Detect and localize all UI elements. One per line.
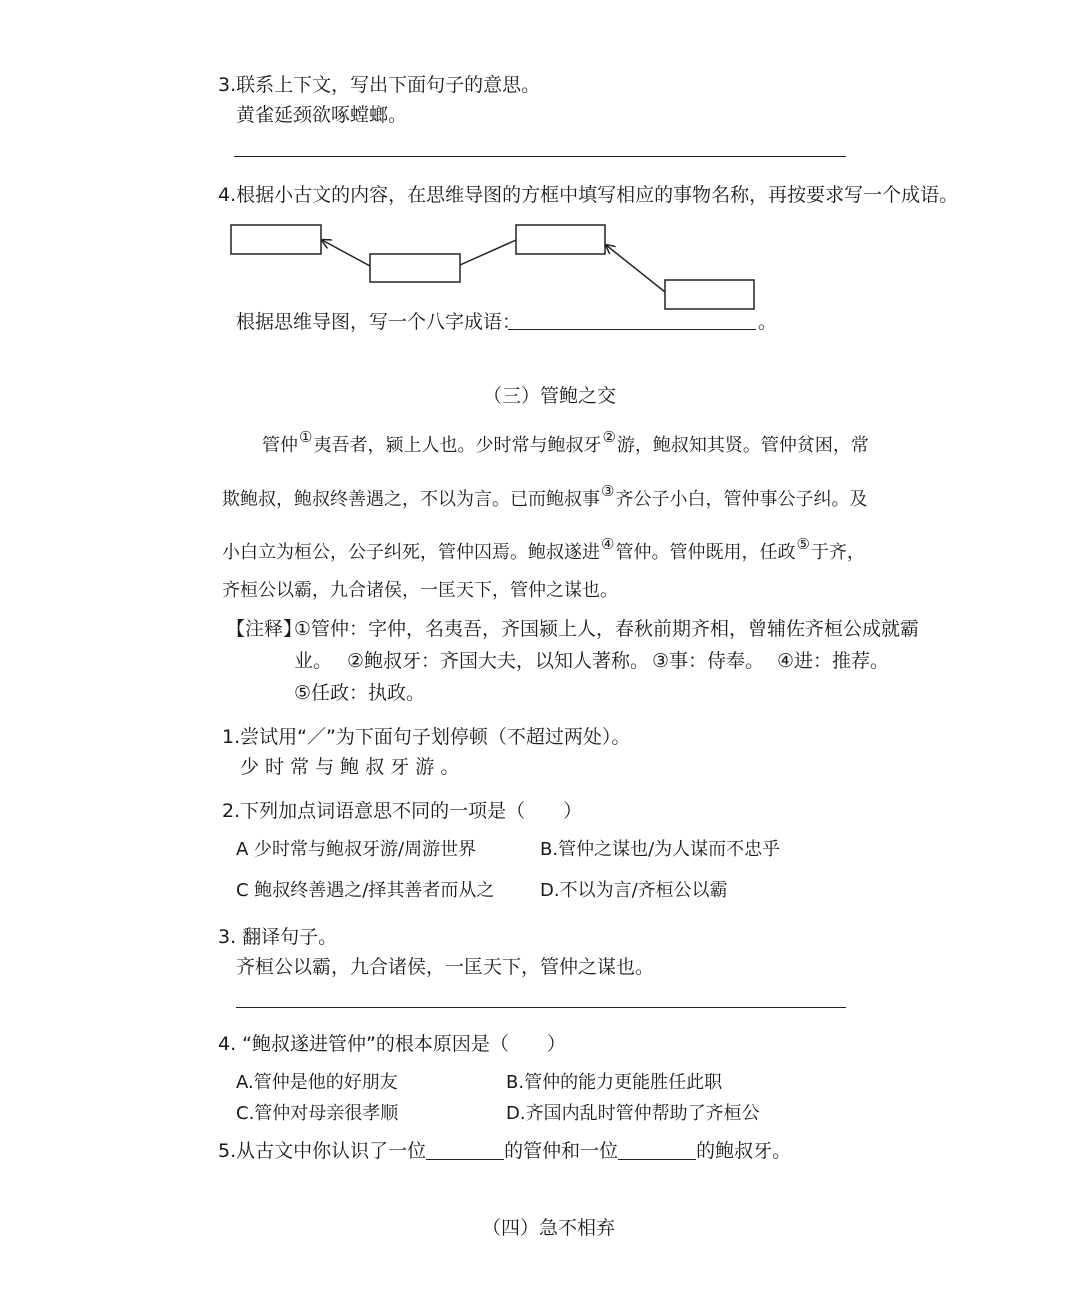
- mind-map-box-3[interactable]: [516, 225, 605, 254]
- section4-title: （四）急不相弃: [482, 1217, 616, 1239]
- q3-sentence: 黄雀延颈欲啄螳螂。: [236, 104, 408, 126]
- q4-prompt: 4.根据小古文的内容，在思维导图的方框中填写相应的事物名称，再按要求写一个成语。: [218, 184, 959, 206]
- q2-option-b[interactable]: B.管仲之谋也/为人谋而不忠乎: [540, 839, 781, 860]
- q2-option-a[interactable]: A 少时常与鲍叔牙游/周游世界: [236, 839, 477, 860]
- idiom-answer-line[interactable]: [508, 329, 756, 330]
- mind-map-line-3-to-2: [460, 240, 516, 265]
- q5-blank-2[interactable]: [618, 1143, 696, 1160]
- q3-translate-prompt: 3. 翻译句子。: [218, 926, 338, 948]
- q4-option-b[interactable]: B.管仲的能力更能胜任此职: [506, 1072, 723, 1093]
- q2-option-c[interactable]: C 鲍叔终善遇之/择其善者而从之: [236, 880, 495, 901]
- q3-translate-answer-line[interactable]: [236, 1007, 846, 1008]
- mind-map-box-1[interactable]: [231, 225, 321, 254]
- mind-map-arrow-4-to-3: [606, 245, 665, 292]
- q2-prompt: 2.下列加点词语意思不同的一项是（ ）: [222, 800, 583, 822]
- notes-label: 【注释】: [226, 618, 303, 640]
- mind-map-box-4[interactable]: [665, 280, 754, 309]
- passage-line-2: 欺鲍叔，鲍叔终善遇之，不以为言。已而鲍叔事③齐公子小白，管仲事公子纠。及: [222, 482, 868, 510]
- q4-option-a[interactable]: A.管仲是他的好朋友: [236, 1072, 398, 1093]
- q3-prompt: 3.联系上下文，写出下面句子的意思。: [218, 74, 541, 96]
- note-2: ②鲍叔牙：齐国大夫，以知人著称。: [347, 650, 650, 672]
- q2-option-d[interactable]: D.不以为言/齐桓公以霸: [540, 880, 728, 901]
- q1-sentence[interactable]: 少 时 常 与 鲍 叔 牙 游 。: [240, 756, 460, 778]
- q5-blank-1[interactable]: [426, 1143, 504, 1160]
- note-4: ④进：推荐。: [777, 650, 890, 672]
- q1-prompt: 1.尝试用“／”为下面句子划停顿（不超过两处）。: [222, 726, 631, 748]
- note-1: ①管仲：字仲，名夷吾，齐国颍上人，春秋前期齐相，曾辅佐齐桓公成就霸: [294, 618, 920, 640]
- note-5: ⑤任政：执政。: [294, 682, 426, 704]
- passage-line-4: 齐桓公以霸，九合诸侯，一匡天下，管仲之谋也。: [222, 580, 618, 601]
- mind-map-arrow-2-to-1: [322, 240, 370, 266]
- q4-option-d[interactable]: D.齐国内乱时管仲帮助了齐桓公: [506, 1103, 760, 1124]
- q4-prompt-2: 4. “鲍叔遂进管仲”的根本原因是（ ）: [218, 1033, 566, 1055]
- q5-line: 5.从古文中你认识了一位 的管仲和一位 的鲍叔牙。: [218, 1140, 792, 1162]
- mind-map-box-2[interactable]: [370, 254, 460, 282]
- note-1-cont: 业。: [294, 650, 333, 672]
- section3-title: （三）管鲍之交: [483, 385, 617, 407]
- passage-line-1: 管仲①夷吾者，颍上人也。少时常与鲍叔牙②游，鲍叔知其贤。管仲贫困，常: [262, 428, 869, 456]
- passage-line-3: 小白立为桓公，公子纠死，管仲囚焉。鲍叔遂进④管仲。管仲既用，任政⑤于齐，: [222, 535, 865, 563]
- note-3: ③事：侍奉。: [652, 650, 765, 672]
- idiom-end: 。: [758, 311, 778, 333]
- q3-translate-sentence: 齐桓公以霸，九合诸侯，一匡天下，管仲之谋也。: [236, 956, 655, 978]
- q4-option-c[interactable]: C.管仲对母亲很孝顺: [236, 1103, 399, 1124]
- idiom-prompt: 根据思维导图，写一个八字成语：: [236, 311, 522, 333]
